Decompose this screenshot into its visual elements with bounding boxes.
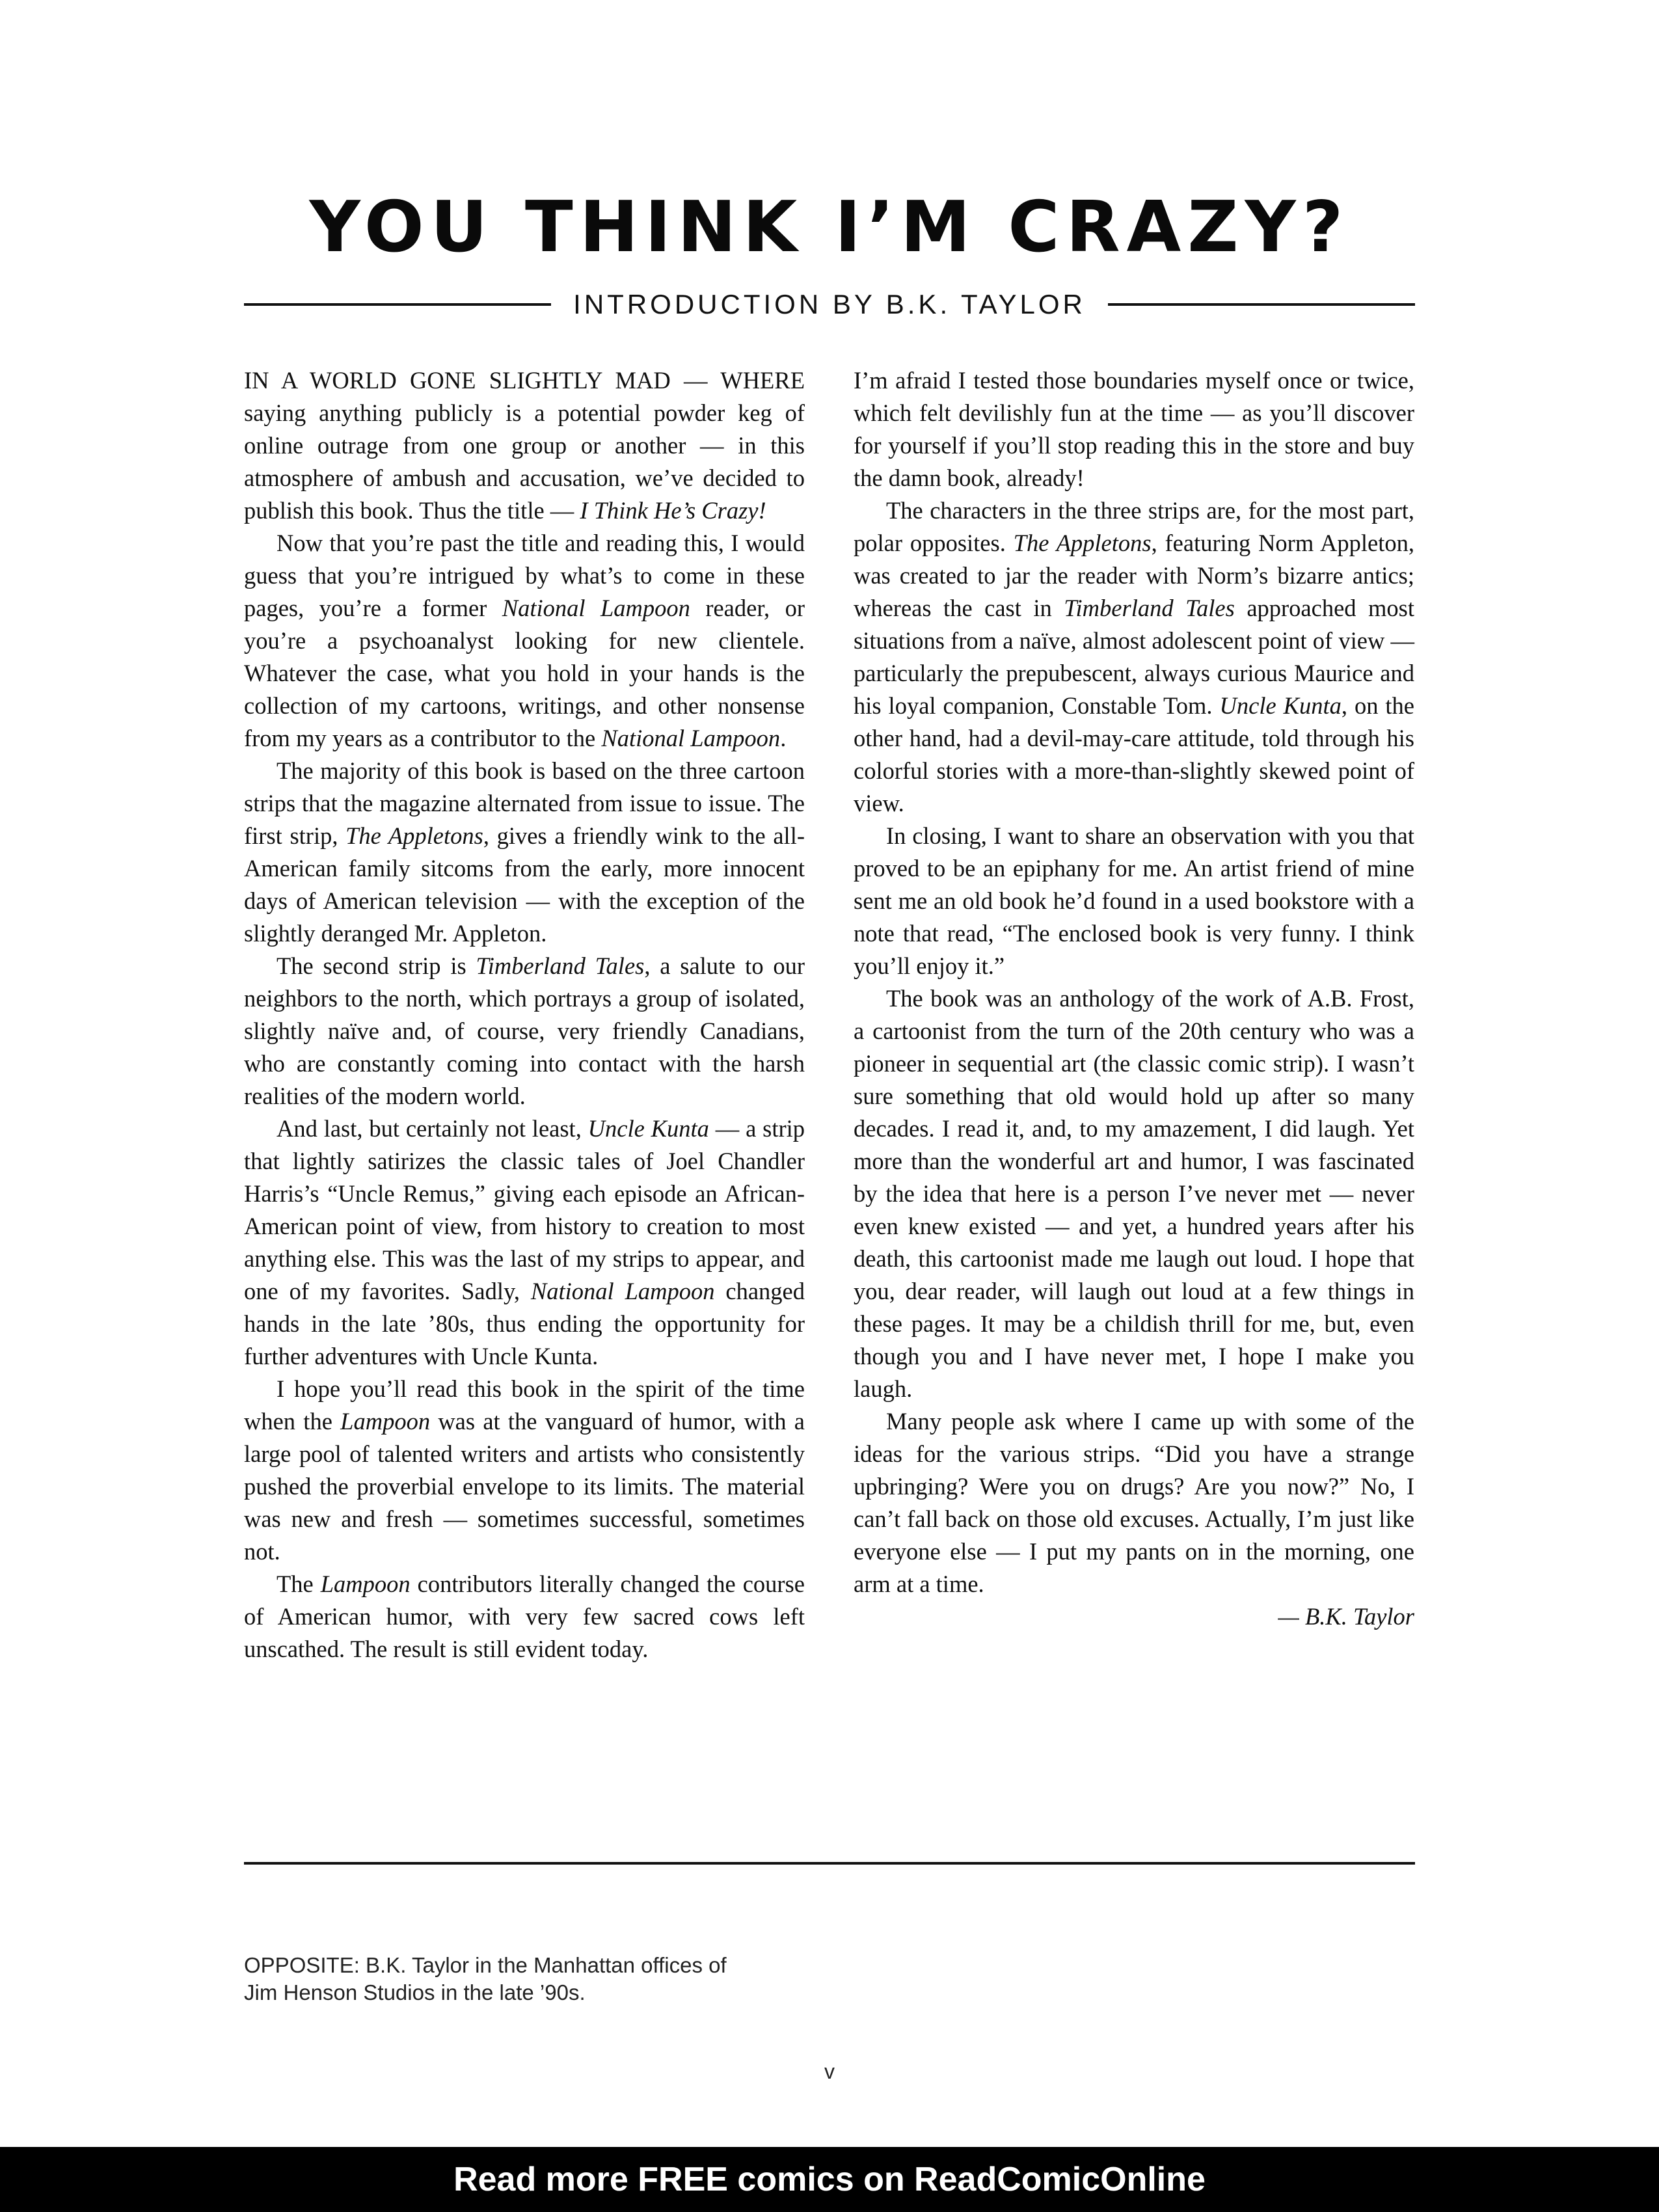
page-number: v bbox=[824, 2060, 835, 2083]
right-column bbox=[854, 364, 1414, 1633]
text: changed hands in the late ’80s, thus ending the opportunity for further adventures with Uncle Kunta. bbox=[244, 1278, 805, 1369]
caption-line-2: Jim Henson Studios in the late ’90s. bbox=[244, 1980, 586, 2004]
paragraph-8: I’m afraid I tested those boundaries myself once or twice, which felt devilishly fun at the time — as you’ll discover for yourself if you’ll stop reading this in the store and buy the damn book, already! bbox=[854, 367, 1414, 491]
paragraph-5 bbox=[244, 1113, 805, 1373]
left-column bbox=[244, 364, 805, 1666]
text: — a strip that lightly satirizes the classic tales of Joel Chandler Harris’s “Uncle Remus,” giving each episode an African-American point of view, from history to creation to most anything else. This was the last of my strips to appear, and one of my favorites. Sadly, bbox=[244, 1115, 805, 1304]
paragraph-3 bbox=[244, 755, 805, 950]
page-title: YOU THINK I’M CRAZY? bbox=[309, 187, 1350, 268]
photo-caption bbox=[244, 1952, 830, 2006]
caption-line-1: OPPOSITE: B.K. Taylor in the Manhattan offices of bbox=[244, 1953, 727, 1977]
text: , gives a friendly wink to the all-American family sitcoms from the early, more innocent days of American television — with the exception of the slightly deranged Mr. Appleton. bbox=[244, 822, 805, 947]
text: , a salute to our neighbors to the north, which portrays a group of isolated, slightly naïve and, of course, very friendly Canadians, who are constantly coming into contact with the harsh realities of the modern world. bbox=[244, 952, 805, 1109]
paragraph-4 bbox=[244, 950, 805, 1113]
strip-title: Timberland Tales bbox=[1064, 595, 1235, 621]
paragraph-7 bbox=[244, 1568, 805, 1666]
strip-title: The Appletons bbox=[345, 822, 483, 849]
promo-banner[interactable] bbox=[0, 2147, 1659, 2212]
subtitle-rule-left bbox=[244, 303, 551, 306]
subtitle-rule-right bbox=[1108, 303, 1415, 306]
text: reader, or you’re a psychoanalyst looking for new clientele. Whatever the case, what you hold in your hands is the collection of my cartoons, writings, and other nonsense from my years as a contributor to the bbox=[244, 595, 805, 751]
text: The characters in the three strips are, for the most part, polar opposites. bbox=[854, 497, 1414, 556]
text: Now that you’re past the title and reading this, I would guess that you’re intrigued by what’s to come in these pages, you’re a former bbox=[244, 530, 805, 621]
bottom-divider bbox=[244, 1862, 1415, 1865]
paragraph-10: In closing, I want to share an observation with you that proved to be an epiphany for me. An artist friend of mine sent me an old book he’d found in a used bookstore with a note that read, “The enclosed book is very funny. I think you’ll enjoy it.” bbox=[854, 822, 1414, 979]
magazine-title: Lampoon bbox=[340, 1408, 431, 1435]
text: The bbox=[276, 1571, 321, 1597]
book-title: I Think He’s Crazy! bbox=[580, 497, 766, 524]
subtitle-row bbox=[244, 285, 1415, 324]
magazine-title: National Lampoon bbox=[530, 1278, 715, 1304]
magazine-title: National Lampoon bbox=[601, 725, 781, 751]
strip-title: Uncle Kunta bbox=[587, 1115, 709, 1142]
strip-title: Uncle Kunta bbox=[1219, 692, 1342, 719]
text: IN A WORLD GONE SLIGHTLY MAD — WHERE saying anything publicly is a potential powder keg of online outrage from one group or another — in this atmosphere of ambush and accusation, we’ve decided to publish this book. Thus the title — bbox=[244, 367, 805, 524]
text: The majority of this book is based on the three cartoon strips that the magazine alternated from issue to issue. The first strip, bbox=[244, 757, 805, 849]
text: , on the other hand, had a devil-may-care attitude, told through his colorful stories with a more-than-slightly skewed point of view. bbox=[854, 692, 1415, 816]
promo-banner-text[interactable]: Read more FREE comics on ReadComicOnline bbox=[453, 2161, 1206, 2198]
text: . bbox=[780, 725, 787, 751]
paragraph-6 bbox=[244, 1373, 805, 1568]
magazine-title: Lampoon bbox=[320, 1571, 411, 1597]
text: And last, but certainly not least, bbox=[276, 1115, 588, 1142]
paragraph-11: The book was an anthology of the work of A.B. Frost, a cartoonist from the turn of the 20th century who was a pioneer in sequential art (the classic comic strip). I wasn’t sure something that old would hold up after so many decades. I read it, and, to my amazement, I did laugh. Yet more than the wonderful art and humor, I was fascinated by the idea that here is a person I’ve never met — never even knew existed — and yet, a hundred years after his death, this cartoonist made me laugh out loud. I hope that you, dear reader, will laugh out loud at a few things in these pages. It may be a childish thrill for me, but, even though you and I have never met, I hope I make you laugh. bbox=[854, 985, 1414, 1402]
text: approached most situations from a naïve, almost adolescent point of view — particularly the prepubescent, always curious Maurice and his loyal companion, Constable Tom. bbox=[854, 595, 1414, 719]
magazine-title: National Lampoon bbox=[502, 595, 690, 621]
text: was at the vanguard of humor, with a large pool of talented writers and artists who consistently pushed the proverbial envelope to its limits. The material was new and fresh — sometimes successful, sometimes not. bbox=[244, 1408, 805, 1565]
paragraph-2 bbox=[244, 527, 805, 755]
subtitle: INTRODUCTION BY B.K. TAYLOR bbox=[573, 289, 1086, 319]
strip-title: Timberland Tales bbox=[476, 952, 645, 979]
signature: — B.K. Taylor bbox=[1278, 1603, 1414, 1630]
text: contributors literally changed the course of American humor, with very few sacred cows left unscathed. The result is still evident today. bbox=[244, 1571, 805, 1662]
paragraph-12: Many people ask where I came up with some of the ideas for the various strips. “Did you have a strange upbringing? Were you on drugs? Are you now?” No, I can’t fall back on those old excuses. Actually, I’m just like everyone else — I put my pants on in the morning, one arm at a time. bbox=[854, 1408, 1414, 1597]
text: The second strip is bbox=[276, 952, 476, 979]
paragraph-1 bbox=[244, 364, 805, 527]
paragraph-9 bbox=[854, 494, 1414, 820]
strip-title: The Appletons bbox=[1013, 530, 1152, 556]
text: I hope you’ll read this book in the spirit of the time when the bbox=[244, 1375, 805, 1435]
text: , featuring Norm Appleton, was created to jar the reader with Norm’s bizarre antics; whereas the cast in bbox=[854, 530, 1414, 621]
